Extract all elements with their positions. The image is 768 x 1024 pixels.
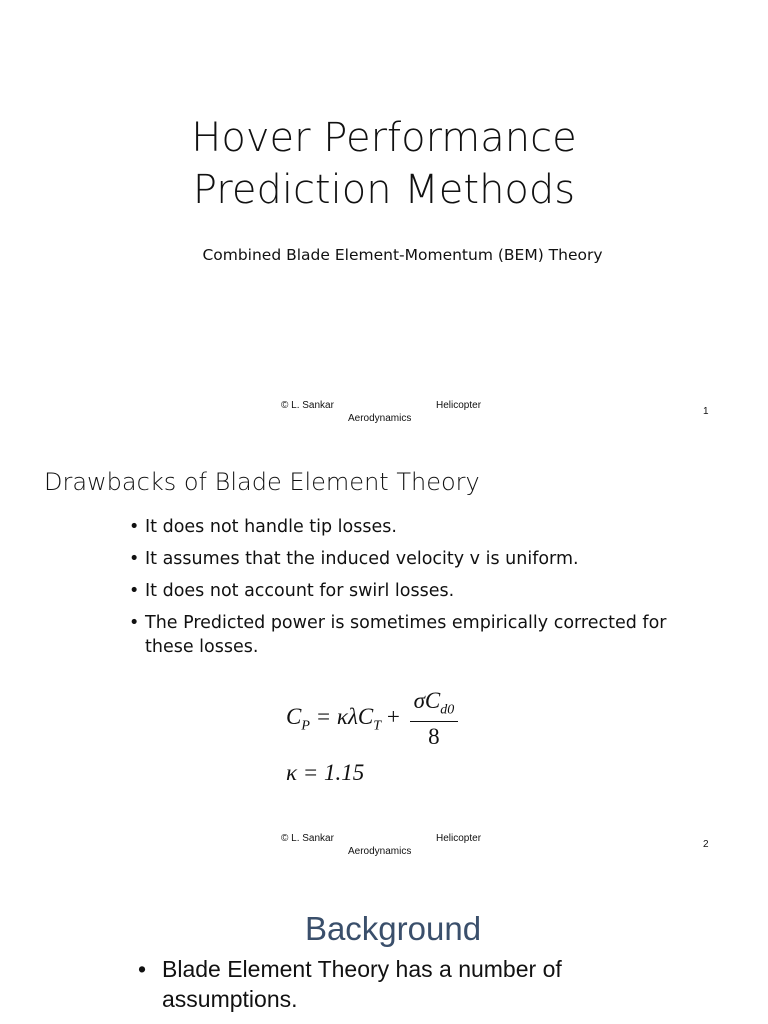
title-line-1: Hover Performance <box>191 115 577 161</box>
slide-3 <box>0 862 768 1024</box>
slide-title <box>0 112 768 216</box>
power-coefficient-formula <box>286 688 458 750</box>
numerator-text: σC <box>413 688 441 713</box>
bullet-list <box>138 954 658 1014</box>
formula-t-sub: T <box>373 718 382 734</box>
bullet-item: • It does not handle tip losses. <box>129 515 689 539</box>
kappa-value: κ = 1.15 <box>286 760 365 785</box>
title-line-2: Prediction Methods <box>192 167 576 213</box>
bullet-item: • Blade Element Theory has a number of assumptions. <box>138 954 658 1014</box>
slide-heading: Drawbacks of Blade Element Theory <box>44 468 480 496</box>
footer-author: © L. Sankar <box>281 833 334 844</box>
fraction-numerator <box>410 688 459 722</box>
bullet-item: • It does not account for swirl losses. <box>129 579 689 603</box>
footer-course-part2: Aerodynamics <box>348 846 412 857</box>
bullet-list <box>129 515 689 667</box>
footer-course-part1: Helicopter <box>436 833 482 844</box>
footer-page-number: 2 <box>703 839 709 850</box>
footer-page-number: 1 <box>703 406 709 417</box>
formula-lhs-sub: P <box>301 718 310 734</box>
slide-2 <box>0 430 768 862</box>
formula-plus: + <box>381 704 406 730</box>
formula-term: = κλC <box>309 704 374 730</box>
slide-subtitle: Combined Blade Element-Momentum (BEM) Theory <box>202 246 603 264</box>
fraction-denominator: 8 <box>428 723 440 749</box>
footer-course-part1: Helicopter <box>436 400 482 411</box>
numerator-sub: d0 <box>440 702 455 718</box>
formula-lhs: C <box>286 704 302 730</box>
slide-heading: Background <box>304 910 482 947</box>
footer-course-part2: Aerodynamics <box>348 413 412 424</box>
bullet-item: • The Predicted power is sometimes empirically corrected for these losses. <box>129 611 689 659</box>
footer-author: © L. Sankar <box>281 400 334 411</box>
formula-fraction <box>410 688 459 750</box>
slide-1 <box>0 0 768 430</box>
bullet-item: • It assumes that the induced velocity v is uniform. <box>129 547 689 571</box>
